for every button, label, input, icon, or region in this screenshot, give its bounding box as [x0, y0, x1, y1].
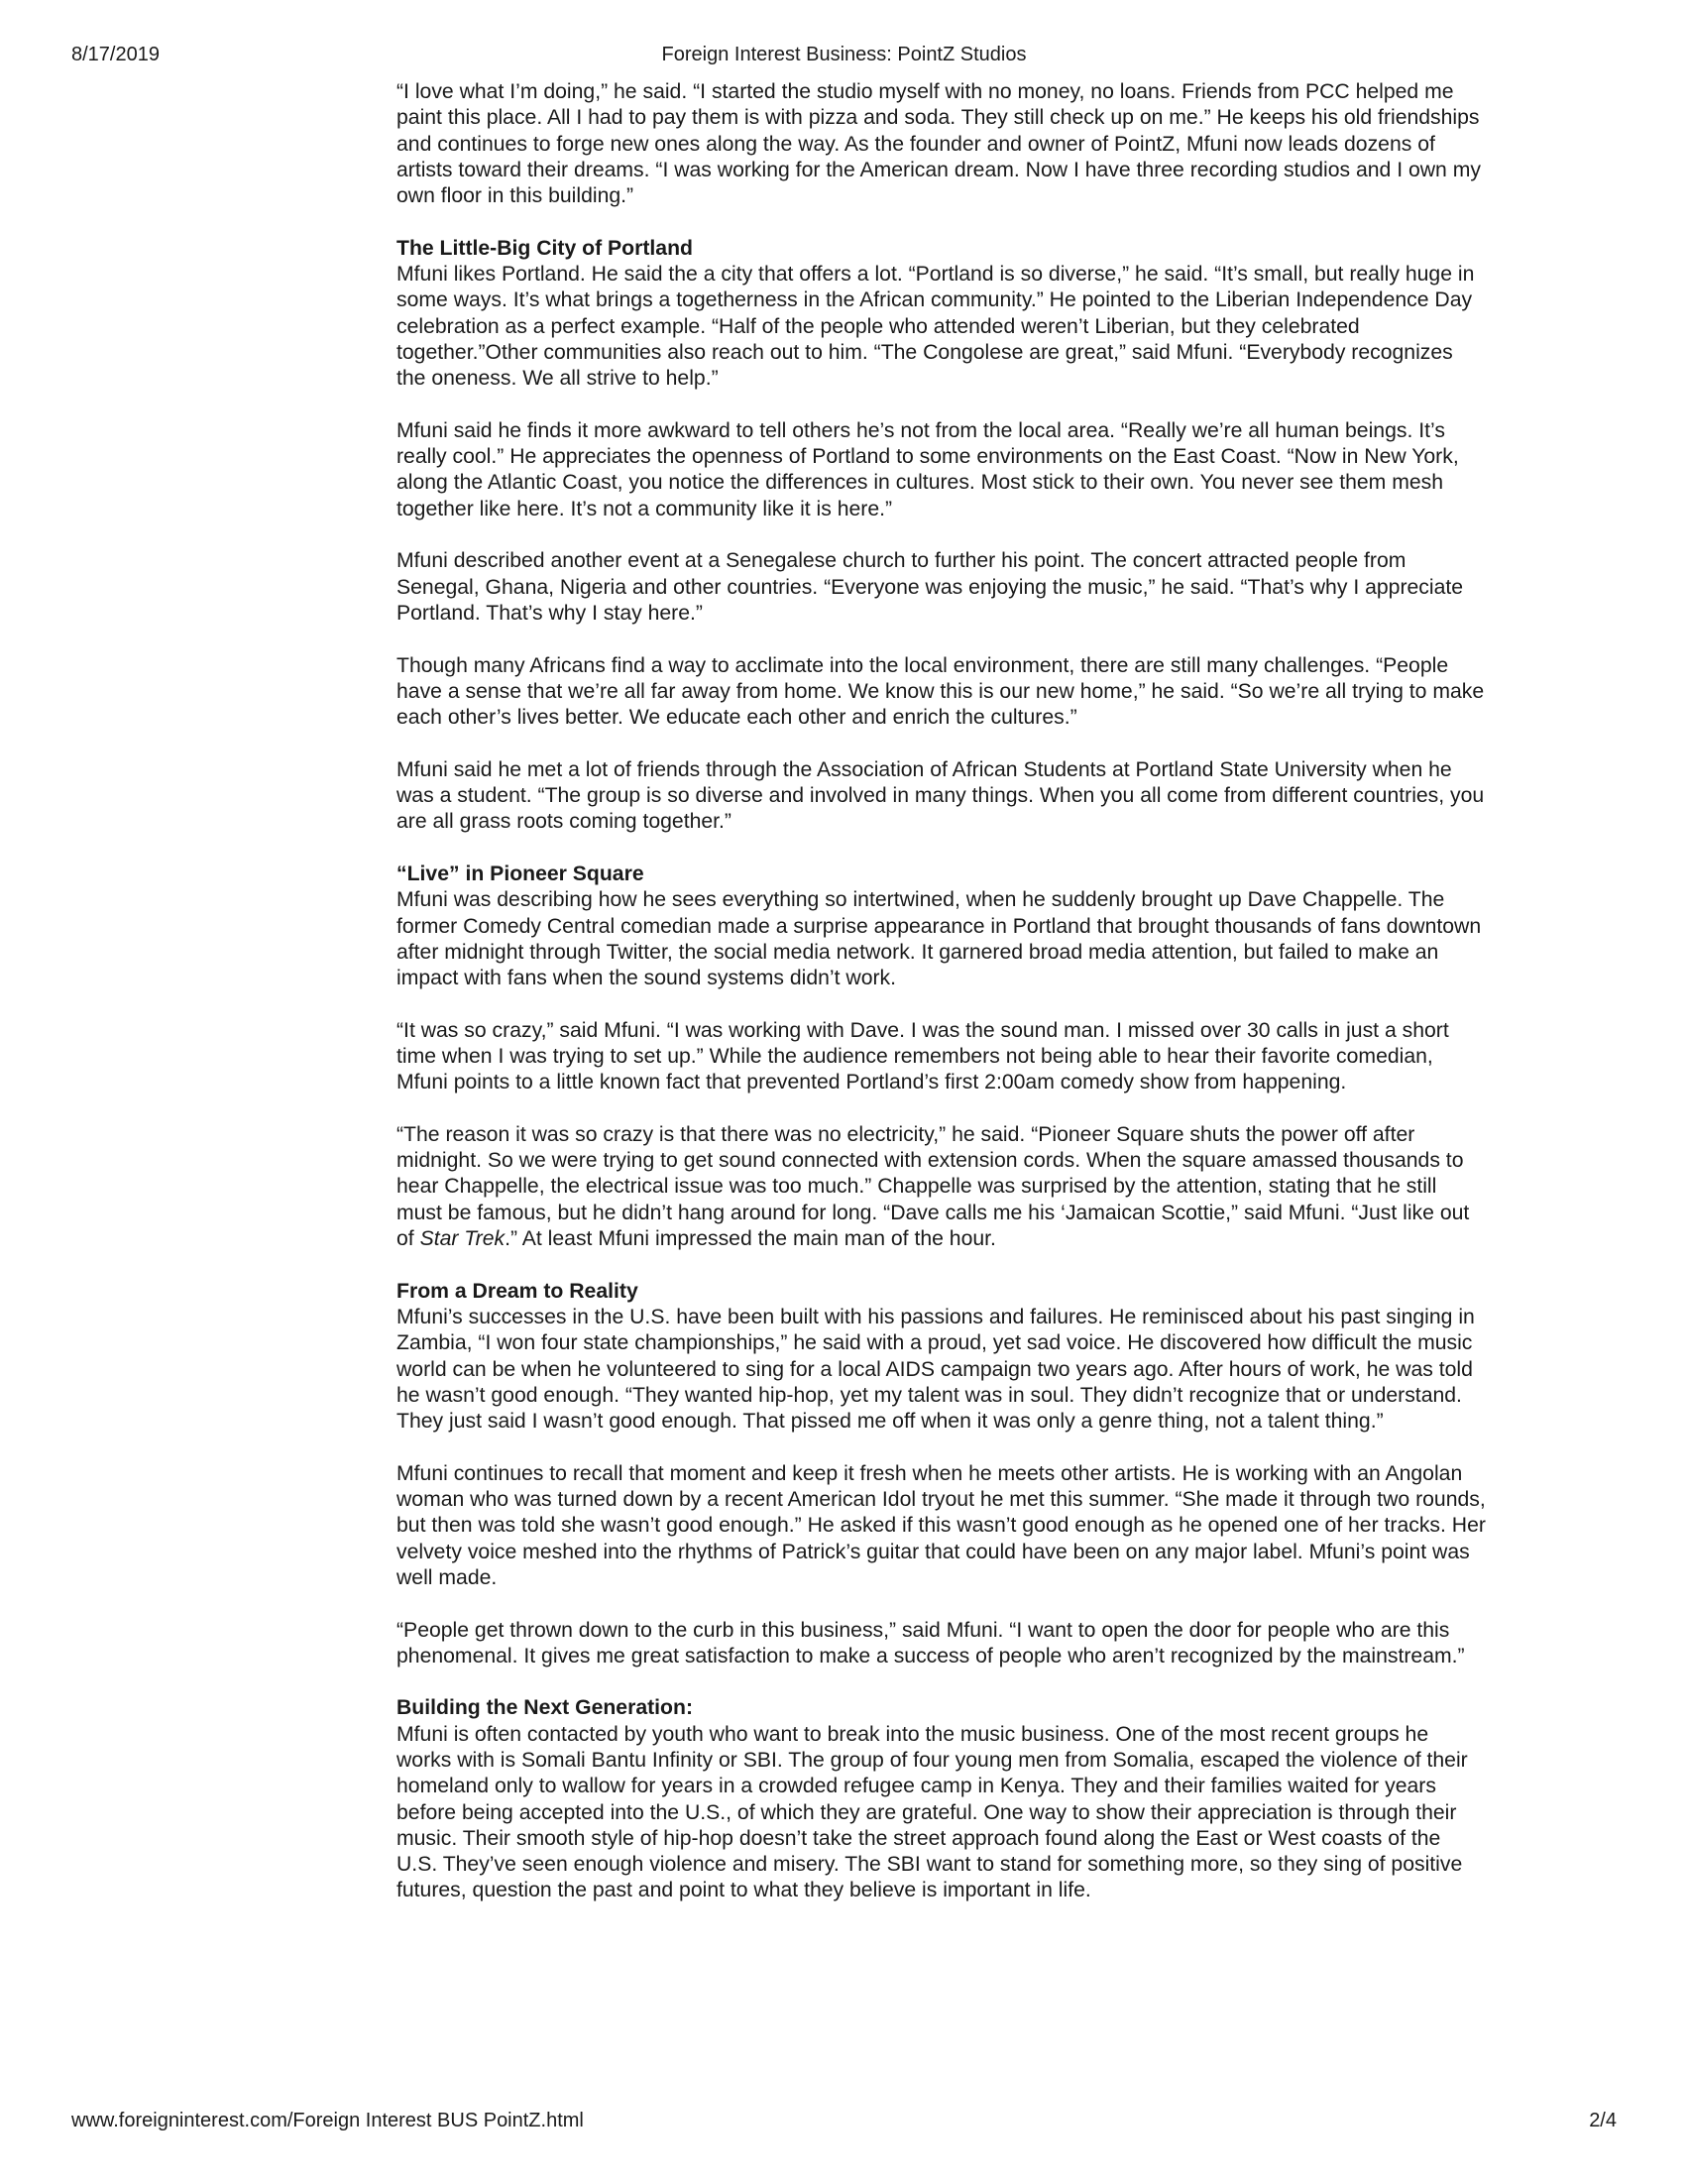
- paragraph-text: .” At least Mfuni impressed the main man of the hour.: [505, 1227, 996, 1251]
- page-url: www.foreigninterest.com/Foreign Interest BUS PointZ.html: [71, 2110, 584, 2131]
- paragraph: “I love what I’m doing,” he said. “I started the studio myself with no money, no loans. Friends from PCC helped me paint this place. All I had to pay them is with pizza and soda. They still check up on me.” He keeps his old friendships and continues to forge new ones along the way. As the founder and owner of PointZ, Mfuni now leads dozens of artists toward their dreams. “I was working for the American dream. Now I have three recording studios and I own my own floor in this building.”: [396, 80, 1481, 208]
- paragraph: “It was so crazy,” said Mfuni. “I was working with Dave. I was the sound man. I missed over 30 calls in just a short time when I was trying to set up.” While the audience remembers not being able to hear their favorite comedian, Mfuni points to a little known fact that prevented Portland’s first 2:00am comedy show from happening.: [396, 1018, 1449, 1094]
- paragraph: Mfuni described another event at a Senegalese church to further his point. The concert attracted people from Senegal, Ghana, Nigeria and other countries. “Everyone was enjoying the music,” he said. “That’s why I appreciate Portland. That’s why I stay here.”: [396, 549, 1464, 625]
- section-heading-portland: The Little-Big City of Portland: [396, 236, 693, 260]
- paragraph: Mfuni is often contacted by youth who want to break into the music business. One of the most recent groups he works with is Somali Bantu Infinity or SBI. The group of four young men from Somalia, escaped the violence of their homeland only to wallow for years in a crowded refugee camp in Kenya. They and their families waited for years before being accepted into the U.S., of which they are grateful. One way to show their appreciation is through their music. Their smooth style of hip-hop doesn’t take the street approach found along the East or West coasts of the U.S. They’ve seen enough violence and misery. The SBI want to stand for something more, so they sing of positive futures, question the past and point to what they believe is important in life.: [396, 1722, 1468, 1902]
- section-heading-pioneer-square: “Live” in Pioneer Square: [396, 862, 644, 885]
- print-header: [71, 40, 1617, 69]
- paragraph: Mfuni said he met a lot of friends through the Association of African Students at Portland State University when he was a student. “The group is so diverse and involved in many things. When you all come from different countries, you are all grass roots coming together.”: [396, 757, 1485, 834]
- page-title: Foreign Interest Business: PointZ Studios: [661, 44, 1027, 65]
- article-body: [396, 79, 1487, 1930]
- paragraph: “People get thrown down to the curb in this business,” said Mfuni. “I want to open the door for people who are this phenomenal. It gives me great satisfaction to make a success of people who aren’t recognized by the mainstream.”: [396, 1618, 1465, 1667]
- paragraph: Mfuni said he finds it more awkward to tell others he’s not from the local area. “Really we’re all human beings. It’s really cool.” He appreciates the openness of Portland to some environments on the East Coast. “Now in New York, along the Atlantic Coast, you notice the differences in cultures. Most stick to their own. You never see them mesh together like here. It’s not a community like it is here.”: [396, 418, 1459, 520]
- paragraph: Mfuni continues to recall that moment and keep it fresh when he meets other artists. He is working with an Angolan woman who was turned down by a recent American Idol tryout he met this summer. “She made it through two rounds, but then was told she wasn’t good enough.” He asked if this wasn’t good enough as he opened one of her tracks. Her velvety voice meshed into the rhythms of Patrick’s guitar that could have been on any major label. Mfuni’s point was well made.: [396, 1461, 1486, 1589]
- italic-title: Star Trek: [419, 1227, 506, 1251]
- paragraph: Mfuni’s successes in the U.S. have been built with his passions and failures. He reminisced about his past singing in Zambia, “I won four state championships,” he said with a proud, yet sad voice. He discovered how difficult the music world can be when he volunteered to sing for a local AIDS campaign two years ago. After hours of work, he was told he wasn’t good enough. “They wanted hip-hop, yet my talent was in soul. They didn’t recognize that or understand. They just said I wasn’t good enough. That pissed me off when it was only a genre thing, not a talent thing.”: [396, 1305, 1475, 1434]
- paragraph: Mfuni likes Portland. He said the a city that offers a lot. “Portland is so diverse,” he said. “It’s small, but really huge in some ways. It’s what brings a togetherness in the African community.” He pointed to the Liberian Independence Day celebration as a perfect example. “Half of the people who attended weren’t Liberian, but they celebrated together.”Other communities also reach out to him. “The Congolese are great,” said Mfuni. “Everybody recognizes the oneness. We all strive to help.”: [396, 263, 1475, 391]
- print-footer: [71, 2106, 1617, 2135]
- page-number: 2/4: [1589, 2110, 1617, 2131]
- print-date: 8/17/2019: [71, 44, 160, 65]
- paragraph: Mfuni was describing how he sees everything so intertwined, when he suddenly brought up Dave Chappelle. The former Comedy Central comedian made a surprise appearance in Portland that brought thousands of fans downtown after midnight through Twitter, the social media network. It garnered broad media attention, but failed to make an impact with fans when the sound systems didn’t work.: [396, 888, 1482, 990]
- paragraph-text: “The reason it was so crazy is that there was no electricity,” he said. “Pioneer Square shuts the power off after midnight. So we were trying to get sound connected with extension cords. When the square amassed thousands to hear Chappelle, the electrical issue was too much.” Chappelle was surprised by the attention, stating that he still must be famous, but he didn’t hang around for long. “Dave calls me his ‘Jamaican Scottie,” said Mfuni. “Just like out of: [396, 1122, 1470, 1251]
- section-heading-next-generation: Building the Next Generation:: [396, 1696, 693, 1720]
- paragraph: Though many Africans find a way to acclimate into the local environment, there are still many challenges. “People have a sense that we’re all far away from home. We know this is our new home,” he said. “So we’re all trying to make each other’s lives better. We educate each other and enrich the cultures.”: [396, 653, 1485, 730]
- section-heading-dream: From a Dream to Reality: [396, 1279, 638, 1303]
- paragraph: [396, 1122, 1487, 1252]
